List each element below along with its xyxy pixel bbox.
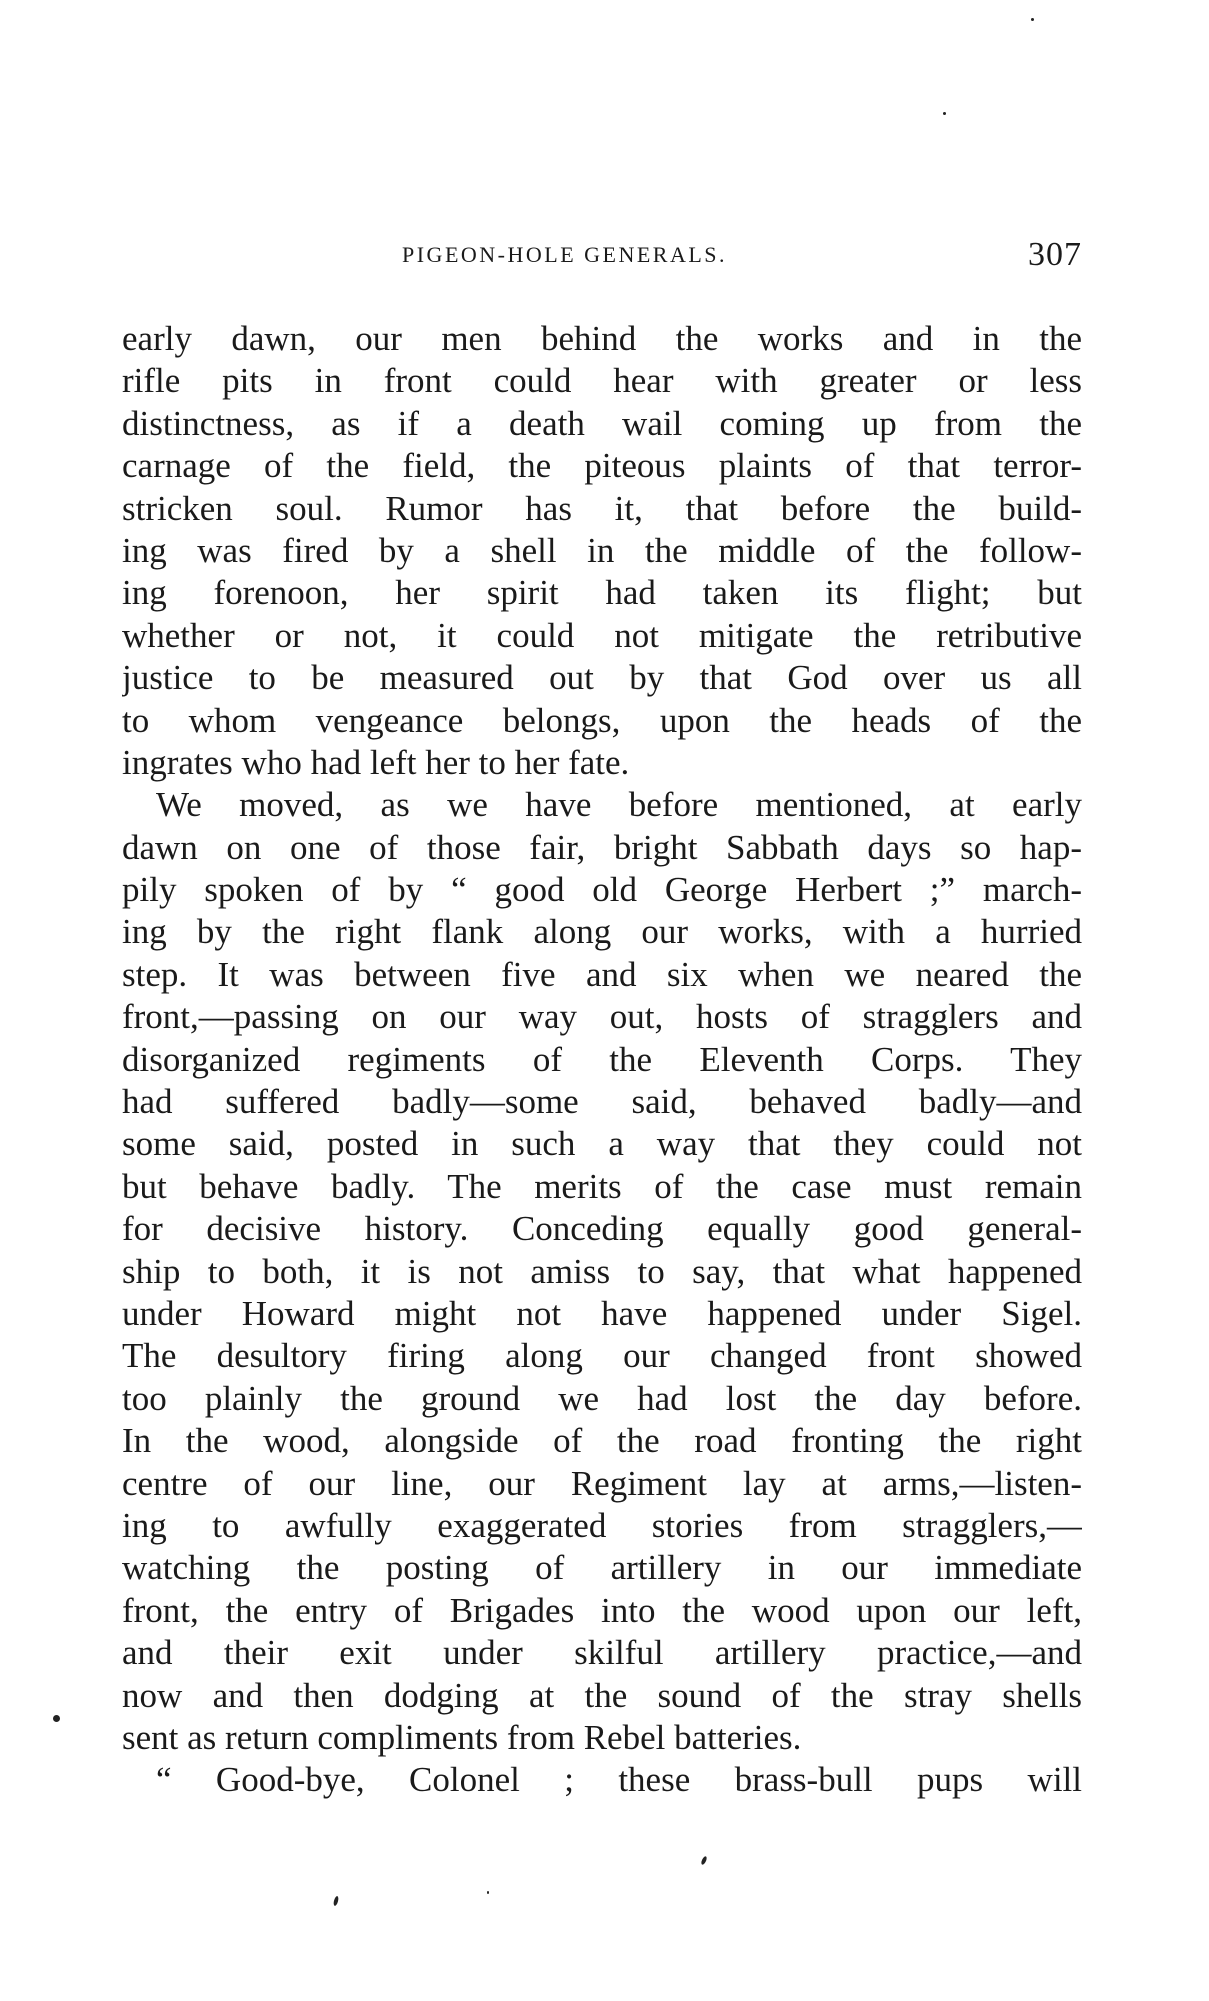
text-line: dawn on one of those fair, bright Sabbath days so hap- (122, 827, 1082, 867)
text-line: too plainly the ground we had lost the day before. (122, 1378, 1082, 1418)
paragraph (122, 318, 1082, 784)
text-line: had suffered badly—some said, behaved badly—and (122, 1082, 1082, 1122)
text-line: ingrates who had left her to her fate. (122, 742, 630, 782)
text-line: and their exit under skilful artillery practice,—and (122, 1633, 1082, 1673)
text-line: The desultory firing along our changed front showed (122, 1336, 1082, 1376)
scan-speck (487, 1891, 489, 1894)
scan-speck (1031, 18, 1034, 21)
text-line: ing to awfully exaggerated stories from stragglers,— (122, 1505, 1082, 1545)
text-line: stricken soul. Rumor has it, that before the build- (122, 488, 1082, 528)
text-line: for decisive history. Conceding equally good general- (122, 1209, 1082, 1249)
text-line: justice to be measured out by that God over us all (122, 658, 1082, 698)
text-line: step. It was between five and six when we neared the (122, 954, 1082, 994)
text-line: centre of our line, our Regiment lay at arms,—listen- (122, 1463, 1082, 1503)
text-line: pily spoken of by “ good old George Herbert ;” march- (122, 870, 1082, 910)
text-line: to whom vengeance belongs, upon the heads of the (122, 700, 1082, 740)
text-line: but behave badly. The merits of the case must remain (122, 1166, 1082, 1206)
page-header (122, 236, 1082, 280)
text-line: some said, posted in such a way that they could not (122, 1124, 1082, 1164)
paragraph (122, 1759, 1082, 1801)
scan-speck (943, 112, 946, 115)
scan-speck (333, 1896, 339, 1907)
text-line: sent as return compliments from Rebel batteries. (122, 1717, 802, 1757)
text-line: In the wood, alongside of the road fronting the right (122, 1421, 1082, 1461)
page-number: 307 (1028, 236, 1082, 273)
text-line: front,—passing on our way out, hosts of stragglers and (122, 997, 1082, 1037)
text-line: “ Good-bye, Colonel ; these brass-bull pups will (156, 1760, 1082, 1800)
scan-speck (53, 1715, 60, 1722)
text-line: under Howard might not have happened under Sigel. (122, 1293, 1082, 1333)
body-text (122, 318, 1082, 1802)
text-line: watching the posting of artillery in our immediate (122, 1548, 1082, 1588)
text-line: rifle pits in front could hear with greater or less (122, 361, 1082, 401)
paragraph (122, 784, 1082, 1759)
text-line: early dawn, our men behind the works and in the (122, 319, 1082, 358)
text-line: ship to both, it is not amiss to say, that what happened (122, 1251, 1082, 1291)
running-title: PIGEON-HOLE GENERALS. (402, 242, 728, 267)
scan-speck (700, 1856, 707, 1866)
text-line: now and then dodging at the sound of the stray shells (122, 1675, 1082, 1715)
text-line: ing by the right flank along our works, with a hurried (122, 912, 1082, 952)
text-line: disorganized regiments of the Eleventh Corps. They (122, 1039, 1082, 1079)
text-line: ing forenoon, her spirit had taken its flight; but (122, 573, 1082, 613)
text-line: carnage of the field, the piteous plaints of that terror- (122, 446, 1082, 486)
text-line: ing was fired by a shell in the middle of the follow- (122, 530, 1082, 570)
text-line: front, the entry of Brigades into the wood upon our left, (122, 1590, 1082, 1630)
text-line: We moved, as we have before mentioned, at early (156, 785, 1082, 825)
text-line: distinctness, as if a death wail coming up from the (122, 403, 1082, 443)
text-line: whether or not, it could not mitigate the retributive (122, 615, 1082, 655)
